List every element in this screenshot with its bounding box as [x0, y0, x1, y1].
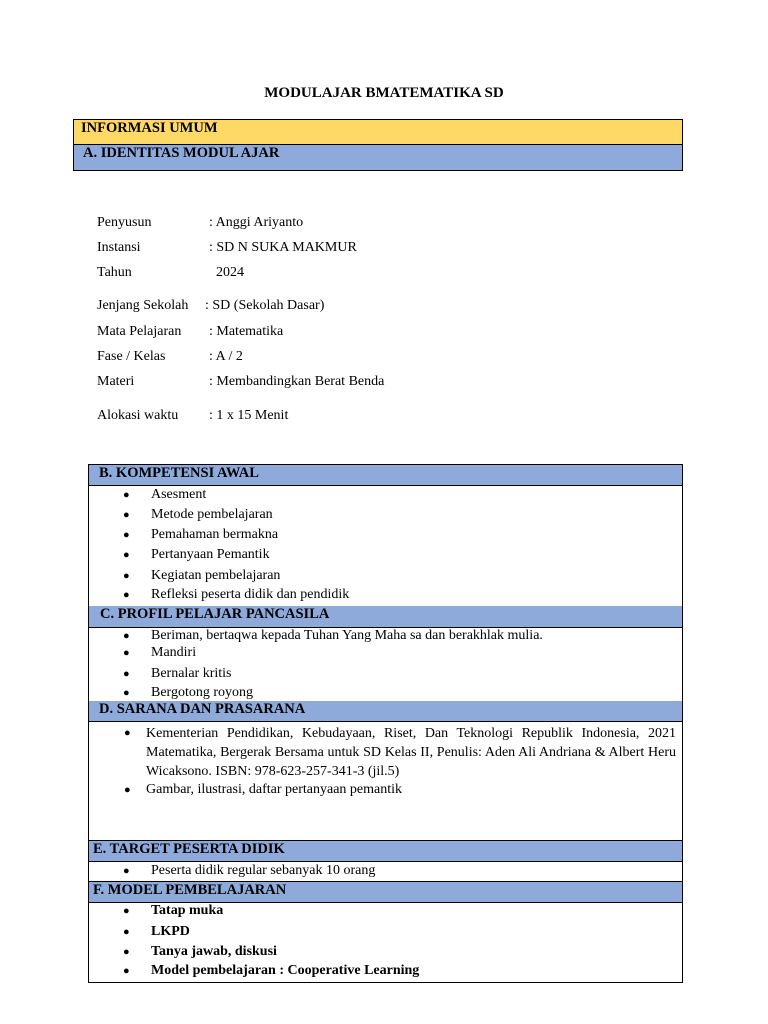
identity-value: : SD (Sekolah Dasar) — [205, 298, 325, 313]
identity-value: 2024 — [209, 265, 244, 280]
bullet-icon: ● — [123, 946, 130, 958]
bullet-icon: ● — [123, 865, 130, 877]
list-item-text: Metode pembelajaran — [151, 507, 273, 522]
list-item-text: Mandiri — [151, 645, 197, 660]
identity-label: Jenjang Sekolah — [97, 298, 189, 313]
list-item-text: Pertanyaan Pemantik — [151, 547, 270, 562]
section-f-header: F. MODEL PEMBELAJARAN — [89, 882, 682, 902]
bullet-icon: ● — [123, 489, 130, 501]
list-item-text: Beriman, bertaqwa kepada Tuhan Yang Maha sa dan berakhlak mulia. — [151, 628, 543, 643]
document-title: MODULAJAR BMATEMATIKA SD — [264, 85, 504, 101]
divider — [89, 861, 682, 862]
list-item-text: LKPD — [151, 924, 190, 939]
identity-value: : A / 2 — [209, 349, 243, 364]
identity-label: Instansi — [97, 240, 141, 255]
bullet-icon: ● — [123, 630, 130, 642]
identity-value: : Matematika — [209, 324, 284, 339]
bullet-icon: ● — [123, 549, 130, 561]
bullet-icon: ● — [123, 509, 130, 521]
bullet-icon: ● — [123, 926, 130, 938]
bullet-icon: ● — [123, 529, 130, 541]
list-item-text: Tatap muka — [151, 903, 224, 918]
bullet-icon: ● — [123, 668, 130, 680]
identity-label: Penyusun — [97, 215, 152, 230]
list-item-text: Model pembelajaran : Cooperative Learning — [151, 963, 420, 978]
identity-value: : Membandingkan Berat Benda — [209, 374, 385, 389]
bullet-icon: ● — [123, 687, 130, 699]
list-item-text: Asesment — [151, 487, 207, 502]
section-c-header: C. PROFIL PELAJAR PANCASILA — [89, 606, 682, 627]
bullet-icon: ● — [123, 647, 130, 659]
bullet-icon: ● — [123, 589, 130, 601]
identity-label: Fase / Kelas — [97, 349, 166, 364]
list-item-text: Kegiatan pembelajaran — [151, 568, 281, 583]
identity-value: : Anggi Ariyanto — [209, 215, 304, 230]
identity-value: : 1 x 15 Menit — [209, 408, 289, 423]
identity-value: : SD N SUKA MAKMUR — [209, 240, 357, 255]
section-e-header: E. TARGET PESERTA DIDIK — [89, 841, 682, 861]
list-item-text: Refleksi peserta didik dan pendidik — [151, 587, 350, 602]
list-item-text: Gambar, ilustrasi, daftar pertanyaan pemantik — [146, 782, 403, 797]
list-item — [124, 724, 676, 781]
section-d-header: D. SARANA DAN PRASARANA — [89, 701, 682, 721]
bullet-icon: ● — [123, 965, 130, 977]
sections-table — [88, 464, 683, 983]
identity-label: Tahun — [97, 265, 132, 280]
divider — [89, 721, 682, 722]
divider — [89, 485, 682, 486]
bullet-icon: ● — [124, 727, 131, 739]
list-item-text: Pemahaman bermakna — [151, 527, 279, 542]
identity-label: Alokasi waktu — [97, 408, 179, 423]
section-b-header: B. KOMPETENSI AWAL — [89, 465, 682, 485]
identitas-header: A. IDENTITAS MODUL AJAR — [74, 145, 682, 170]
list-item-text: Kementerian Pendidikan, Kebudayaan, Riset, Dan Teknologi Republik Indonesia, 2021 Matematika, Bergerak Bersama untuk SD Kelas II, Penulis: Aden Ali Andriana & Albert Heru Wicaksono. ISBN: 978-623-257-341-3 (jil.5) — [146, 726, 676, 779]
list-item-text: Bergotong royong — [151, 685, 254, 700]
identity-label: Materi — [97, 374, 135, 389]
list-item-text: Tanya jawab, diskusi — [151, 944, 277, 959]
info-header-box — [73, 119, 683, 171]
info-umum-header: INFORMASI UMUM — [74, 120, 682, 145]
bullet-icon: ● — [124, 784, 131, 796]
bullet-icon: ● — [123, 905, 130, 917]
list-item-text: Peserta didik regular sebanyak 10 orang — [151, 863, 376, 878]
list-item-text: Bernalar kritis — [151, 666, 232, 681]
identity-label: Mata Pelajaran — [97, 324, 182, 339]
bullet-icon: ● — [123, 570, 130, 582]
